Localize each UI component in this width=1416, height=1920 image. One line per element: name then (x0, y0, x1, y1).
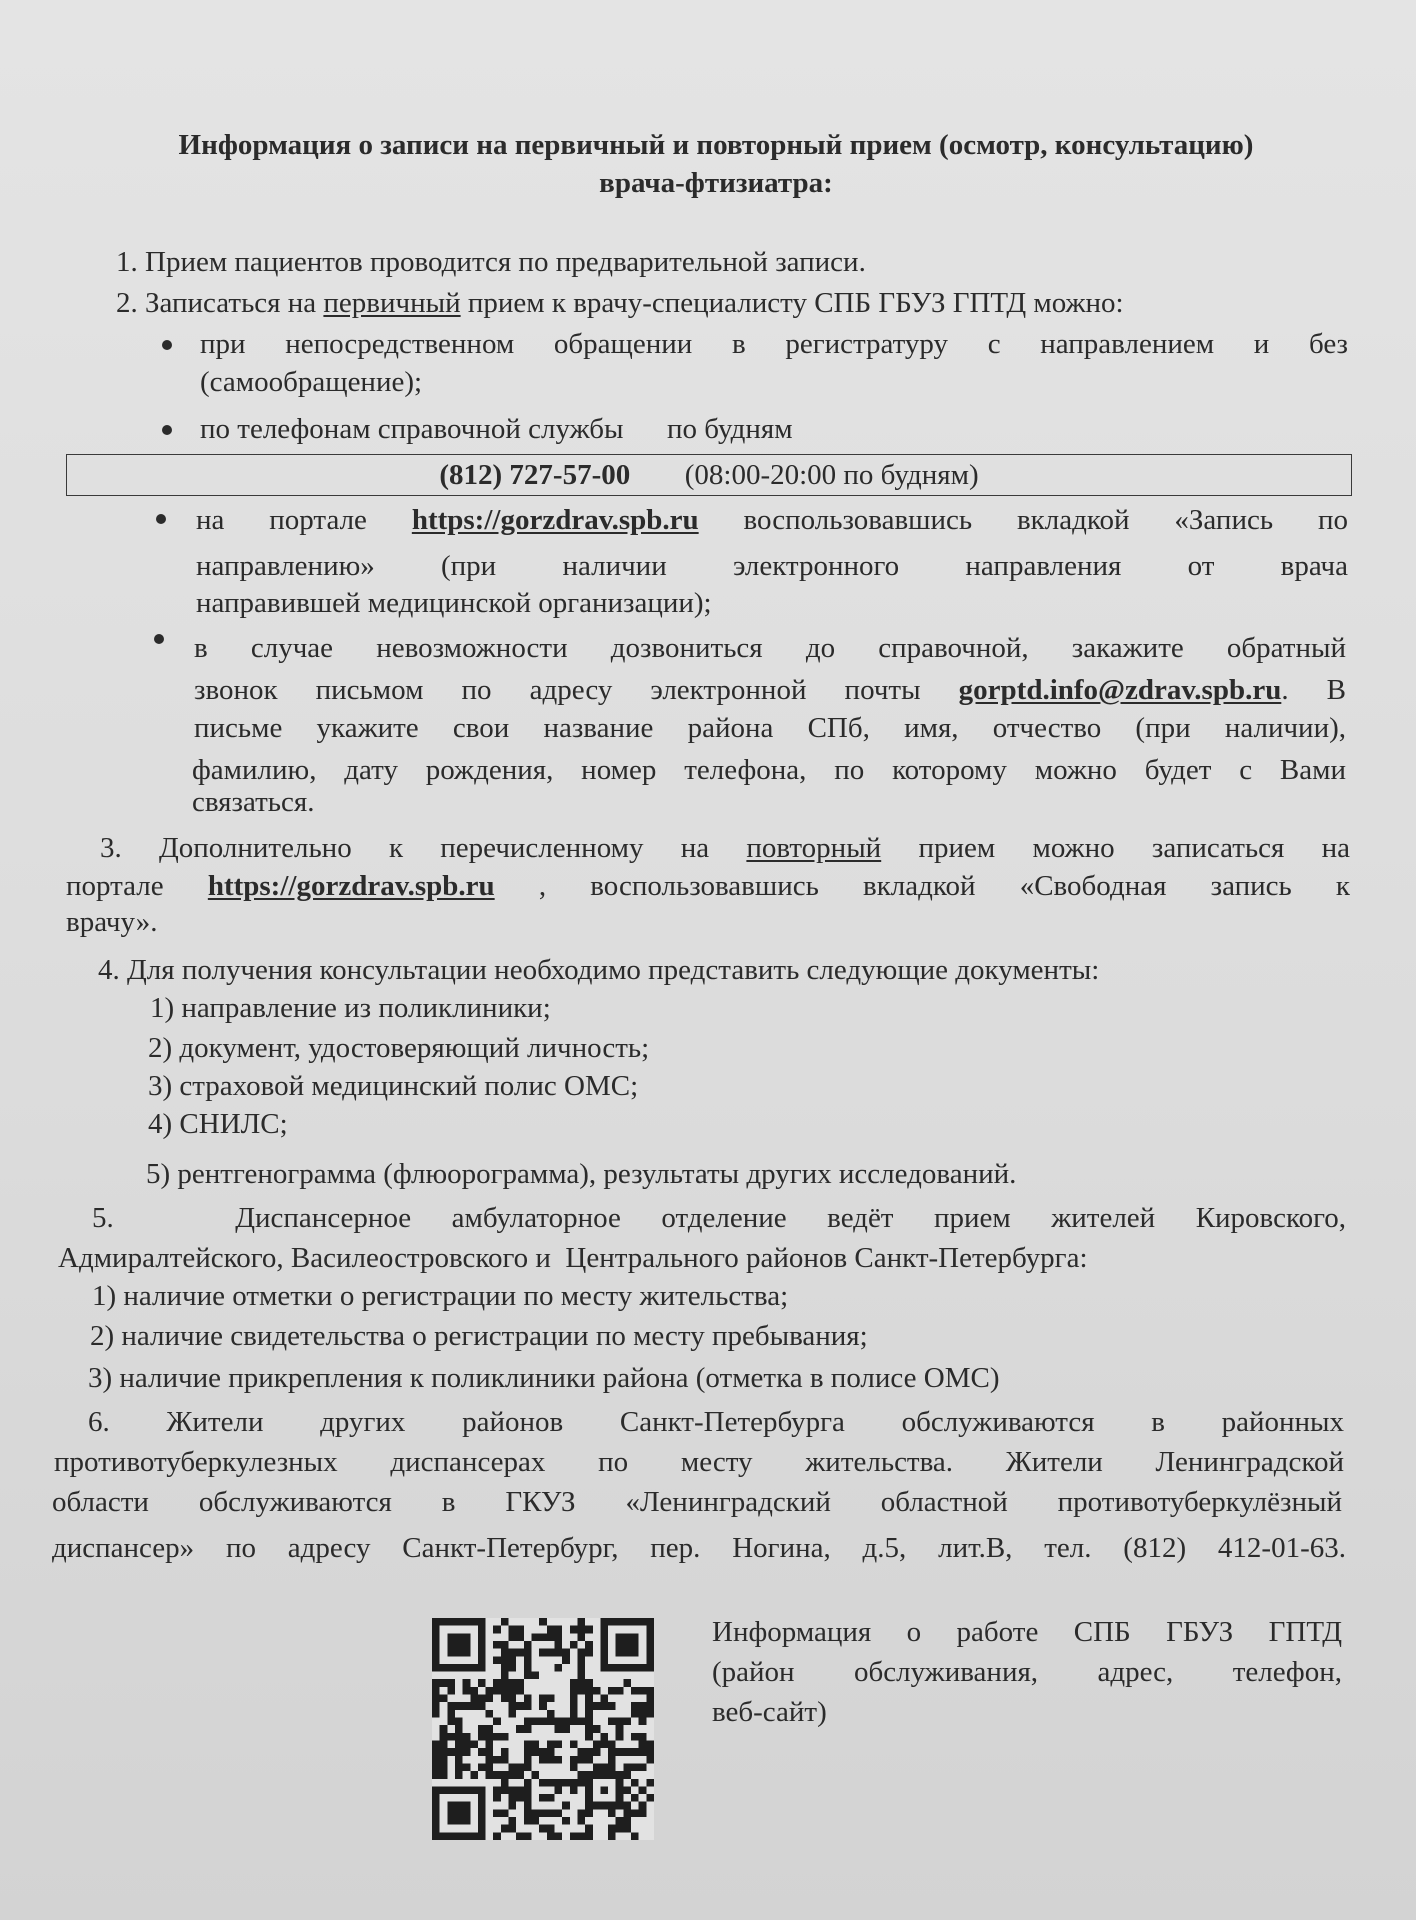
bullet-3-prefix: на портале (196, 504, 412, 536)
bullet-4-line-1: в случае невозможности дозвониться до справочной, закажите обратный (194, 632, 1346, 664)
bullet-3-line-1 (196, 502, 1348, 538)
qr-caption-line-2: (район обслуживания, адрес, телефон, (712, 1656, 1342, 1688)
gorzdrav-link-2[interactable]: https://gorzdrav.spb.ru (207, 870, 495, 902)
item-1: 1. Прием пациентов проводится по предварительной записи. (116, 246, 866, 278)
qr-caption (712, 1612, 1342, 1732)
condition-item: 2) наличие свидетельства о регистрации по месту пребывания; (90, 1320, 868, 1352)
item-5-line-2: Адмиралтейского, Василеостровского и Центрального районов Санкт-Петербурга: (58, 1242, 1088, 1274)
item-3-suffix: прием можно записаться на (881, 832, 1350, 864)
bullet-4-suffix: . В (1281, 674, 1347, 706)
doc-item: 2) документ, удостоверяющий личность; (148, 1032, 650, 1064)
bullet-3-line-2: направлению» (при наличии электронного направления от врача (196, 550, 1348, 582)
item-3-underlined: повторный (746, 832, 882, 864)
gorzdrav-link[interactable]: https://gorzdrav.spb.ru (411, 504, 699, 536)
bullet-4-line-5: связаться. (192, 786, 315, 818)
document-title (80, 126, 1352, 202)
item-4-intro: 4. Для получения консультации необходимо представить следующие документы: (98, 954, 1100, 986)
bullet-dot (154, 634, 164, 644)
bullet-4-line-2 (194, 672, 1346, 708)
bullet-dot (156, 514, 166, 524)
title-line-1: Информация о записи на первичный и повторный прием (осмотр, консультацию) (178, 129, 1254, 161)
qr-code-icon[interactable] (432, 1618, 654, 1840)
condition-item: 1) наличие отметки о регистрации по месту жительства; (92, 1280, 789, 1312)
item-6-line-4: диспансер» по адресу Санкт-Петербург, пер. Ногина, д.5, лит.В, тел. (812) 412-01-63. (52, 1532, 1346, 1564)
title-line-2: врача-фтизиатра: (599, 167, 833, 199)
bullet-3-line-3: направившей медицинской организации); (196, 587, 712, 619)
doc-item: 1) направление из поликлиники; (150, 992, 551, 1024)
doc-item: 4) СНИЛС; (148, 1108, 288, 1140)
item-3-prefix: 3. Дополнительно к перечисленному на (100, 832, 747, 864)
bullet-2: по телефонам справочной службы по будням (200, 413, 793, 445)
bullet-4-line-3: письме укажите свои название района СПб, имя, отчество (при наличии), (194, 712, 1346, 744)
bullet-1-line-2: (самообращение); (200, 366, 423, 398)
bullet-1-line-1: при непосредственном обращении в регистратуру с направлением и без (200, 328, 1348, 360)
phone-box (66, 454, 1352, 496)
doc-item: 5) рентгенограмма (флюорограмма), результаты других исследований. (146, 1158, 1017, 1190)
phone-hours: (08:00-20:00 по будням) (684, 459, 979, 491)
item-3-line-3: врачу». (66, 906, 158, 938)
email-link[interactable]: gorptd.info@zdrav.spb.ru (958, 674, 1282, 706)
item-5-line-1: 5. Диспансерное амбулаторное отделение ведёт прием жителей Кировского, (92, 1202, 1346, 1234)
qr-caption-line-3: веб-сайт) (712, 1696, 827, 1728)
item-3-line2-prefix: портале (66, 870, 208, 902)
item-2-prefix: 2. Записаться на (116, 287, 324, 319)
item-3-line-2 (66, 868, 1350, 904)
bullet-4-line-4: фамилию, дату рождения, номер телефона, по которому можно будет с Вами (192, 754, 1346, 786)
item-2-underlined: первичный (323, 287, 461, 319)
bullet-3-suffix: воспользовавшись вкладкой «Запись по (698, 504, 1348, 536)
item-6-line-1: 6. Жители других районов Санкт-Петербурга обслуживаются в районных (88, 1406, 1344, 1438)
item-6-line-2: противотуберкулезных диспансерах по месту жительства. Жители Ленинградской (54, 1446, 1344, 1478)
item-6-line-3: области обслуживаются в ГКУЗ «Ленинградский областной противотуберкулёзный (52, 1486, 1342, 1518)
bullet-dot (162, 340, 172, 350)
item-2-suffix: прием к врачу-специалисту СПБ ГБУЗ ГПТД можно: (460, 287, 1124, 319)
doc-item: 3) страховой медицинский полис ОМС; (148, 1070, 639, 1102)
bullet-4-prefix: звонок письмом по адресу электронной почты (194, 674, 959, 706)
item-2 (116, 285, 1124, 321)
item-3-line2-suffix: , воспользовавшись вкладкой «Свободная запись к (494, 870, 1350, 902)
phone-number[interactable]: (812) 727-57-00 (439, 459, 631, 491)
qr-caption-line-1: Информация о работе СПБ ГБУЗ ГПТД (712, 1616, 1342, 1648)
condition-item: 3) наличие прикрепления к поликлиники района (отметка в полисе ОМС) (88, 1362, 1000, 1394)
item-3-line-1 (100, 830, 1350, 866)
bullet-dot (162, 425, 172, 435)
